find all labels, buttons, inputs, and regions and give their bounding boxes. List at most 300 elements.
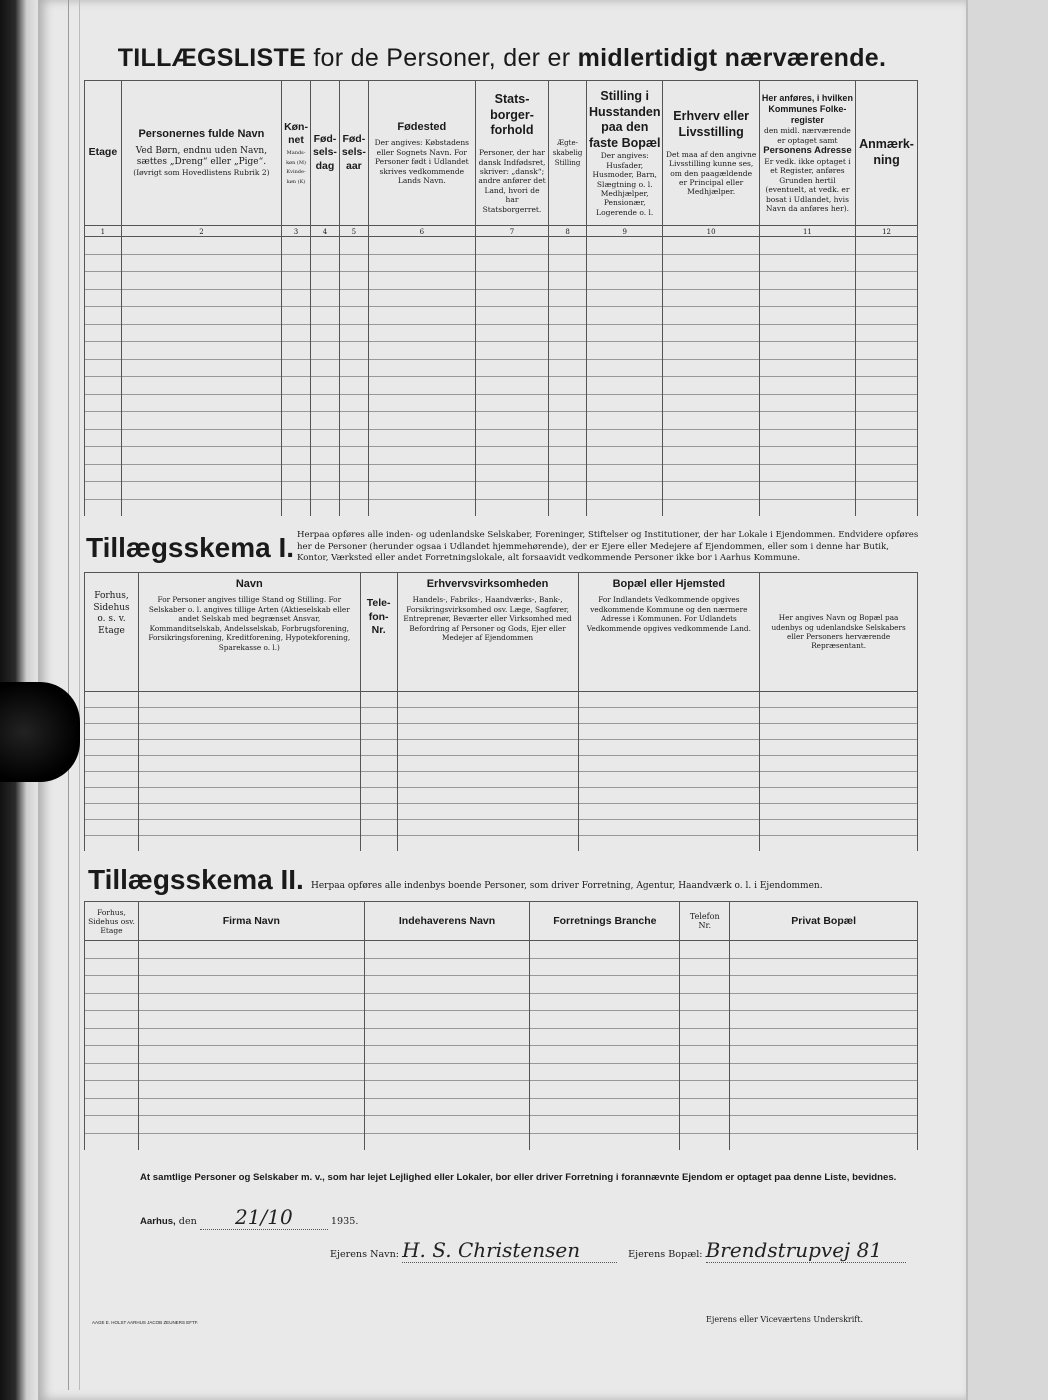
blank-cell[interactable] (360, 756, 397, 772)
blank-cell[interactable] (856, 429, 918, 447)
blank-cell[interactable] (138, 1011, 364, 1029)
blank-cell[interactable] (85, 756, 139, 772)
blank-cell[interactable] (364, 1028, 530, 1046)
blank-cell[interactable] (85, 272, 122, 290)
blank-cell[interactable] (680, 958, 730, 976)
blank-cell[interactable] (85, 1133, 139, 1150)
blank-cell[interactable] (85, 447, 122, 465)
blank-cell[interactable] (85, 1081, 139, 1099)
blank-cell[interactable] (760, 724, 918, 740)
blank-cell[interactable] (310, 464, 339, 482)
blank-cell[interactable] (549, 237, 587, 255)
blank-cell[interactable] (339, 429, 368, 447)
blank-cell[interactable] (85, 820, 139, 836)
blank-cell[interactable] (339, 272, 368, 290)
blank-cell[interactable] (549, 394, 587, 412)
blank-cell[interactable] (360, 692, 397, 708)
blank-cell[interactable] (121, 359, 281, 377)
blank-cell[interactable] (85, 1046, 139, 1064)
blank-cell[interactable] (680, 1133, 730, 1150)
blank-cell[interactable] (339, 394, 368, 412)
blank-cell[interactable] (759, 272, 855, 290)
blank-cell[interactable] (85, 482, 122, 500)
blank-cell[interactable] (339, 412, 368, 430)
blank-cell[interactable] (759, 412, 855, 430)
blank-cell[interactable] (475, 289, 548, 307)
blank-cell[interactable] (368, 324, 475, 342)
blank-cell[interactable] (310, 272, 339, 290)
blank-cell[interactable] (856, 254, 918, 272)
blank-cell[interactable] (663, 342, 759, 360)
blank-cell[interactable] (339, 237, 368, 255)
blank-cell[interactable] (310, 447, 339, 465)
blank-cell[interactable] (586, 324, 663, 342)
blank-cell[interactable] (475, 499, 548, 516)
blank-cell[interactable] (530, 958, 680, 976)
blank-cell[interactable] (368, 237, 475, 255)
blank-cell[interactable] (586, 237, 663, 255)
blank-cell[interactable] (530, 1046, 680, 1064)
blank-cell[interactable] (85, 324, 122, 342)
blank-cell[interactable] (663, 377, 759, 395)
blank-cell[interactable] (475, 254, 548, 272)
blank-cell[interactable] (85, 1116, 139, 1134)
blank-cell[interactable] (85, 464, 122, 482)
blank-cell[interactable] (760, 788, 918, 804)
blank-cell[interactable] (586, 377, 663, 395)
blank-cell[interactable] (856, 464, 918, 482)
blank-cell[interactable] (530, 1063, 680, 1081)
blank-cell[interactable] (475, 307, 548, 325)
blank-cell[interactable] (397, 804, 578, 820)
blank-cell[interactable] (475, 447, 548, 465)
blank-cell[interactable] (549, 464, 587, 482)
blank-cell[interactable] (364, 1098, 530, 1116)
blank-cell[interactable] (368, 499, 475, 516)
blank-cell[interactable] (282, 499, 311, 516)
blank-cell[interactable] (663, 359, 759, 377)
blank-cell[interactable] (549, 324, 587, 342)
blank-cell[interactable] (121, 324, 281, 342)
blank-cell[interactable] (586, 307, 663, 325)
blank-cell[interactable] (85, 941, 139, 959)
blank-cell[interactable] (282, 324, 311, 342)
blank-cell[interactable] (760, 836, 918, 852)
blank-cell[interactable] (85, 788, 139, 804)
blank-cell[interactable] (856, 237, 918, 255)
blank-cell[interactable] (663, 394, 759, 412)
blank-cell[interactable] (663, 324, 759, 342)
blank-cell[interactable] (397, 708, 578, 724)
blank-cell[interactable] (360, 820, 397, 836)
blank-cell[interactable] (85, 254, 122, 272)
blank-cell[interactable] (397, 724, 578, 740)
blank-cell[interactable] (85, 740, 139, 756)
blank-cell[interactable] (310, 342, 339, 360)
blank-cell[interactable] (680, 1063, 730, 1081)
blank-cell[interactable] (578, 740, 760, 756)
blank-cell[interactable] (663, 464, 759, 482)
blank-cell[interactable] (856, 272, 918, 290)
blank-cell[interactable] (680, 1046, 730, 1064)
blank-cell[interactable] (680, 993, 730, 1011)
blank-cell[interactable] (85, 724, 139, 740)
blank-cell[interactable] (759, 307, 855, 325)
blank-cell[interactable] (680, 1116, 730, 1134)
blank-cell[interactable] (121, 237, 281, 255)
blank-cell[interactable] (121, 289, 281, 307)
blank-cell[interactable] (663, 499, 759, 516)
blank-cell[interactable] (549, 359, 587, 377)
blank-cell[interactable] (364, 1116, 530, 1134)
blank-cell[interactable] (759, 359, 855, 377)
blank-cell[interactable] (663, 254, 759, 272)
blank-cell[interactable] (475, 342, 548, 360)
blank-cell[interactable] (586, 447, 663, 465)
blank-cell[interactable] (856, 342, 918, 360)
blank-cell[interactable] (121, 412, 281, 430)
blank-cell[interactable] (339, 254, 368, 272)
blank-cell[interactable] (856, 394, 918, 412)
blank-cell[interactable] (530, 941, 680, 959)
blank-cell[interactable] (282, 447, 311, 465)
blank-cell[interactable] (282, 429, 311, 447)
blank-cell[interactable] (368, 464, 475, 482)
blank-cell[interactable] (310, 377, 339, 395)
blank-cell[interactable] (85, 804, 139, 820)
blank-cell[interactable] (549, 499, 587, 516)
blank-cell[interactable] (397, 820, 578, 836)
blank-cell[interactable] (549, 254, 587, 272)
blank-cell[interactable] (730, 1028, 918, 1046)
blank-cell[interactable] (663, 237, 759, 255)
blank-cell[interactable] (530, 1028, 680, 1046)
blank-cell[interactable] (121, 464, 281, 482)
blank-cell[interactable] (121, 394, 281, 412)
blank-cell[interactable] (759, 447, 855, 465)
blank-cell[interactable] (368, 289, 475, 307)
blank-cell[interactable] (530, 993, 680, 1011)
blank-cell[interactable] (368, 394, 475, 412)
blank-cell[interactable] (282, 359, 311, 377)
blank-cell[interactable] (549, 342, 587, 360)
blank-cell[interactable] (397, 740, 578, 756)
blank-cell[interactable] (282, 412, 311, 430)
blank-cell[interactable] (360, 772, 397, 788)
blank-cell[interactable] (578, 708, 760, 724)
blank-cell[interactable] (586, 499, 663, 516)
blank-cell[interactable] (138, 820, 360, 836)
blank-cell[interactable] (549, 447, 587, 465)
blank-cell[interactable] (397, 756, 578, 772)
blank-cell[interactable] (360, 836, 397, 852)
blank-cell[interactable] (339, 324, 368, 342)
blank-cell[interactable] (730, 993, 918, 1011)
blank-cell[interactable] (397, 772, 578, 788)
blank-cell[interactable] (397, 692, 578, 708)
blank-cell[interactable] (121, 307, 281, 325)
blank-cell[interactable] (730, 958, 918, 976)
blank-cell[interactable] (578, 788, 760, 804)
blank-cell[interactable] (310, 429, 339, 447)
blank-cell[interactable] (578, 724, 760, 740)
blank-cell[interactable] (680, 1098, 730, 1116)
blank-cell[interactable] (680, 976, 730, 994)
blank-cell[interactable] (680, 1081, 730, 1099)
blank-cell[interactable] (530, 1116, 680, 1134)
blank-cell[interactable] (475, 237, 548, 255)
blank-cell[interactable] (530, 1081, 680, 1099)
blank-cell[interactable] (85, 377, 122, 395)
blank-cell[interactable] (282, 342, 311, 360)
blank-cell[interactable] (760, 820, 918, 836)
blank-cell[interactable] (663, 307, 759, 325)
blank-cell[interactable] (759, 324, 855, 342)
blank-cell[interactable] (368, 254, 475, 272)
blank-cell[interactable] (760, 708, 918, 724)
blank-cell[interactable] (730, 1098, 918, 1116)
blank-cell[interactable] (85, 1011, 139, 1029)
blank-cell[interactable] (586, 254, 663, 272)
blank-cell[interactable] (85, 342, 122, 360)
blank-cell[interactable] (85, 289, 122, 307)
blank-cell[interactable] (310, 254, 339, 272)
blank-cell[interactable] (138, 724, 360, 740)
blank-cell[interactable] (310, 412, 339, 430)
blank-cell[interactable] (663, 447, 759, 465)
blank-cell[interactable] (760, 692, 918, 708)
blank-cell[interactable] (475, 394, 548, 412)
blank-cell[interactable] (138, 692, 360, 708)
blank-cell[interactable] (138, 756, 360, 772)
blank-cell[interactable] (856, 447, 918, 465)
blank-cell[interactable] (730, 1046, 918, 1064)
blank-cell[interactable] (364, 1133, 530, 1150)
blank-cell[interactable] (282, 394, 311, 412)
blank-cell[interactable] (138, 836, 360, 852)
blank-cell[interactable] (586, 412, 663, 430)
blank-cell[interactable] (759, 464, 855, 482)
blank-cell[interactable] (85, 429, 122, 447)
blank-cell[interactable] (759, 394, 855, 412)
blank-cell[interactable] (759, 482, 855, 500)
blank-cell[interactable] (760, 756, 918, 772)
blank-cell[interactable] (475, 429, 548, 447)
blank-cell[interactable] (856, 482, 918, 500)
blank-cell[interactable] (364, 993, 530, 1011)
blank-cell[interactable] (549, 307, 587, 325)
blank-cell[interactable] (360, 804, 397, 820)
blank-cell[interactable] (475, 359, 548, 377)
blank-cell[interactable] (364, 976, 530, 994)
blank-cell[interactable] (368, 307, 475, 325)
blank-cell[interactable] (475, 464, 548, 482)
blank-cell[interactable] (85, 412, 122, 430)
blank-cell[interactable] (680, 1028, 730, 1046)
blank-cell[interactable] (586, 359, 663, 377)
blank-cell[interactable] (475, 324, 548, 342)
blank-cell[interactable] (121, 377, 281, 395)
blank-cell[interactable] (578, 692, 760, 708)
blank-cell[interactable] (282, 482, 311, 500)
blank-cell[interactable] (85, 237, 122, 255)
blank-cell[interactable] (549, 377, 587, 395)
blank-cell[interactable] (586, 272, 663, 290)
blank-cell[interactable] (121, 447, 281, 465)
blank-cell[interactable] (475, 377, 548, 395)
blank-cell[interactable] (759, 429, 855, 447)
blank-cell[interactable] (339, 464, 368, 482)
blank-cell[interactable] (310, 482, 339, 500)
blank-cell[interactable] (730, 1011, 918, 1029)
blank-cell[interactable] (759, 237, 855, 255)
blank-cell[interactable] (310, 324, 339, 342)
blank-cell[interactable] (85, 692, 139, 708)
blank-cell[interactable] (360, 740, 397, 756)
blank-cell[interactable] (339, 289, 368, 307)
blank-cell[interactable] (282, 377, 311, 395)
blank-cell[interactable] (310, 237, 339, 255)
blank-cell[interactable] (85, 708, 139, 724)
blank-cell[interactable] (138, 1098, 364, 1116)
blank-cell[interactable] (368, 377, 475, 395)
blank-cell[interactable] (360, 724, 397, 740)
blank-cell[interactable] (310, 394, 339, 412)
blank-cell[interactable] (586, 464, 663, 482)
blank-cell[interactable] (760, 772, 918, 788)
blank-cell[interactable] (397, 788, 578, 804)
blank-cell[interactable] (282, 464, 311, 482)
blank-cell[interactable] (856, 324, 918, 342)
blank-cell[interactable] (138, 1046, 364, 1064)
blank-cell[interactable] (85, 1028, 139, 1046)
blank-cell[interactable] (680, 941, 730, 959)
blank-cell[interactable] (549, 429, 587, 447)
blank-cell[interactable] (475, 412, 548, 430)
blank-cell[interactable] (85, 772, 139, 788)
blank-cell[interactable] (368, 359, 475, 377)
blank-cell[interactable] (121, 429, 281, 447)
blank-cell[interactable] (339, 447, 368, 465)
blank-cell[interactable] (85, 958, 139, 976)
blank-cell[interactable] (138, 1063, 364, 1081)
blank-cell[interactable] (663, 289, 759, 307)
blank-cell[interactable] (339, 482, 368, 500)
blank-cell[interactable] (339, 342, 368, 360)
blank-cell[interactable] (586, 289, 663, 307)
blank-cell[interactable] (310, 307, 339, 325)
blank-cell[interactable] (530, 1011, 680, 1029)
blank-cell[interactable] (138, 740, 360, 756)
blank-cell[interactable] (475, 272, 548, 290)
blank-cell[interactable] (368, 342, 475, 360)
blank-cell[interactable] (282, 254, 311, 272)
blank-cell[interactable] (138, 1133, 364, 1150)
blank-cell[interactable] (85, 993, 139, 1011)
blank-cell[interactable] (856, 359, 918, 377)
blank-cell[interactable] (760, 740, 918, 756)
blank-cell[interactable] (680, 1011, 730, 1029)
blank-cell[interactable] (310, 499, 339, 516)
blank-cell[interactable] (663, 272, 759, 290)
blank-cell[interactable] (121, 272, 281, 290)
blank-cell[interactable] (85, 307, 122, 325)
blank-cell[interactable] (578, 836, 760, 852)
blank-cell[interactable] (282, 237, 311, 255)
blank-cell[interactable] (368, 412, 475, 430)
blank-cell[interactable] (310, 289, 339, 307)
blank-cell[interactable] (138, 958, 364, 976)
blank-cell[interactable] (360, 708, 397, 724)
blank-cell[interactable] (339, 377, 368, 395)
blank-cell[interactable] (578, 820, 760, 836)
blank-cell[interactable] (138, 708, 360, 724)
blank-cell[interactable] (360, 788, 397, 804)
blank-cell[interactable] (339, 307, 368, 325)
blank-cell[interactable] (856, 377, 918, 395)
blank-cell[interactable] (121, 499, 281, 516)
blank-cell[interactable] (730, 1116, 918, 1134)
blank-cell[interactable] (85, 1098, 139, 1116)
blank-cell[interactable] (586, 342, 663, 360)
blank-cell[interactable] (138, 976, 364, 994)
blank-cell[interactable] (759, 254, 855, 272)
blank-cell[interactable] (339, 499, 368, 516)
blank-cell[interactable] (364, 1063, 530, 1081)
blank-cell[interactable] (368, 429, 475, 447)
blank-cell[interactable] (549, 272, 587, 290)
blank-cell[interactable] (578, 756, 760, 772)
blank-cell[interactable] (138, 993, 364, 1011)
blank-cell[interactable] (282, 307, 311, 325)
blank-cell[interactable] (530, 1133, 680, 1150)
blank-cell[interactable] (856, 499, 918, 516)
blank-cell[interactable] (138, 1028, 364, 1046)
blank-cell[interactable] (730, 1081, 918, 1099)
blank-cell[interactable] (730, 1133, 918, 1150)
blank-cell[interactable] (85, 1063, 139, 1081)
blank-cell[interactable] (310, 359, 339, 377)
blank-cell[interactable] (549, 482, 587, 500)
blank-cell[interactable] (138, 772, 360, 788)
blank-cell[interactable] (368, 482, 475, 500)
blank-cell[interactable] (364, 1011, 530, 1029)
blank-cell[interactable] (138, 1081, 364, 1099)
blank-cell[interactable] (121, 342, 281, 360)
blank-cell[interactable] (856, 412, 918, 430)
blank-cell[interactable] (586, 394, 663, 412)
blank-cell[interactable] (364, 958, 530, 976)
blank-cell[interactable] (578, 772, 760, 788)
blank-cell[interactable] (138, 941, 364, 959)
blank-cell[interactable] (138, 788, 360, 804)
blank-cell[interactable] (368, 272, 475, 290)
blank-cell[interactable] (85, 499, 122, 516)
blank-cell[interactable] (730, 976, 918, 994)
blank-cell[interactable] (85, 836, 139, 852)
blank-cell[interactable] (397, 836, 578, 852)
blank-cell[interactable] (282, 272, 311, 290)
blank-cell[interactable] (364, 1046, 530, 1064)
blank-cell[interactable] (730, 941, 918, 959)
blank-cell[interactable] (730, 1063, 918, 1081)
blank-cell[interactable] (121, 482, 281, 500)
blank-cell[interactable] (530, 976, 680, 994)
blank-cell[interactable] (530, 1098, 680, 1116)
blank-cell[interactable] (364, 1081, 530, 1099)
blank-cell[interactable] (85, 976, 139, 994)
blank-cell[interactable] (549, 289, 587, 307)
